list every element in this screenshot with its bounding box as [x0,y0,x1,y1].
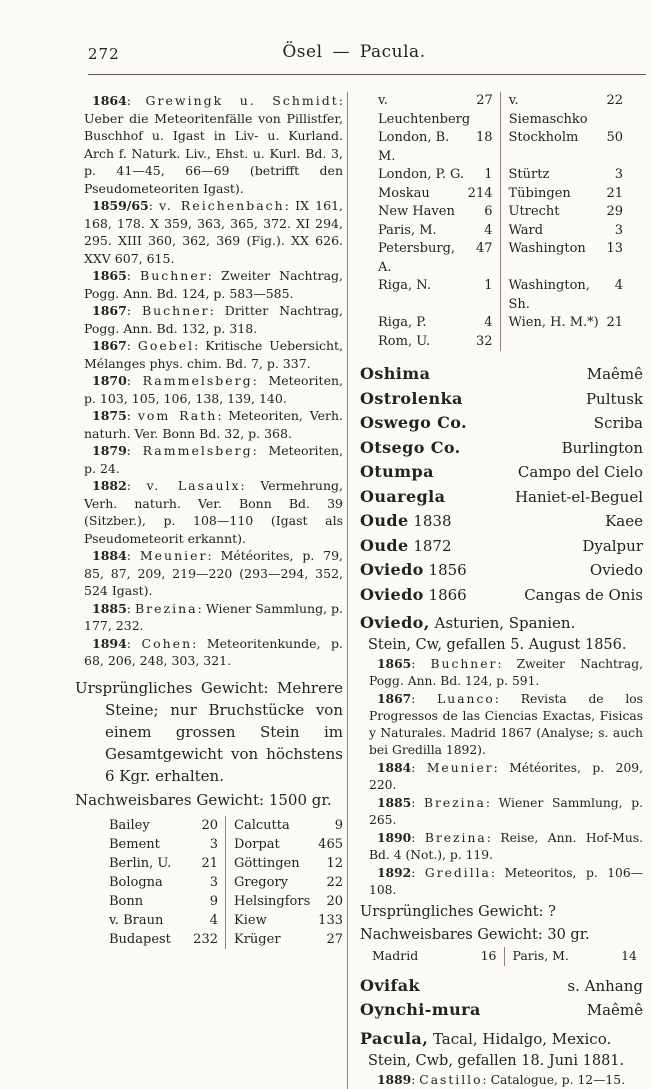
bib-text: Météorites, p. 209, 220. [369,761,643,792]
bib-author: Buchner [430,657,498,671]
specimen-count: 3 [209,874,218,890]
table-half [378,185,501,204]
collection-name: London, B. M. [378,130,450,164]
bibliography-entry: 1879: Rammelsberg: Meteoriten, p. 24. [84,443,343,476]
table-half [109,816,226,835]
crossref-entry [360,998,643,1023]
table-half [378,222,501,241]
crossref-year: 1866 [428,585,467,604]
collection-name: Utrecht [508,204,560,219]
crossref-name: Oude 1838 [360,511,452,530]
collection-name: Riga, N. [378,278,431,293]
crossref-year: 1872 [413,536,452,555]
table-half [501,203,624,222]
collection-name: Bonn [109,893,144,909]
specimen-count: 4 [484,315,493,330]
entry-heading-pacula [360,1027,643,1051]
collection-weight-table-continued [378,92,623,351]
bib-year: 1875 [92,408,127,423]
collection-name: Madrid [372,948,419,963]
weight-value: 1500 gr. [268,790,332,809]
bibliography-entry: 1859/65: v. Reichenbach: IX 161, 168, 178. X 359, 363, 365, 372. XI 294, 295. XIII 360, 362, 369 (Fig.). XX 626. XXV 607, 615. [84,198,343,266]
crossref-entry [360,411,643,436]
bib-year: 1892 [377,865,412,880]
bib-text: Zweiter Nachtrag, Pogg. Ann. Bd. 124, p. 583—585. [84,268,343,301]
specimen-count: 27 [476,93,493,108]
collection-name: Washington [508,241,586,256]
bib-text: Vermehrung, Verh. naturh. Ver. Bonn Bd. 39 (Sitzber.), p. 108—110 (Igast als Pseudometeorit erkannt). [84,478,343,546]
table-half [378,277,501,314]
table-half [109,854,226,873]
crossref-target: Cangas de Onis [524,585,643,604]
bibliography-entry: 1890: Brezina: Reise, Ann. Hof-Mus. Bd. 4 (Not.), p. 119. [369,830,643,862]
bib-year: 1865 [377,656,412,671]
bibliography-list [360,655,643,899]
table-half [226,854,343,873]
weight-label: Nachweisbares Gewicht: [360,927,543,943]
bib-author: Goebel [137,338,195,353]
bib-year: 1867 [92,338,127,353]
table-half [501,92,623,129]
table-row [109,854,343,873]
table-row [378,185,623,204]
specimen-count: 21 [606,315,623,330]
collection-name: Bailey [109,817,150,833]
fall-description: Stein, Cwb, gefallen 18. Juni 1881. [368,1052,625,1069]
collection-name: Riga, P. [378,315,427,330]
bib-text: Revista de los Progressos de las Ciencias Exactas, Fisicas y Naturales. Madrid 1867 (Analyse; s. auch bei Gredilla 1892). [369,692,643,757]
bib-text: Meteoriten, p. 24. [84,443,343,476]
bib-author: Brezina [424,831,487,845]
column-divider-rule [347,92,348,1089]
bib-text: Météorites, p. 79, 85, 87, 209, 219—220 (293—294, 352, 524 Igast). [84,548,343,598]
specimen-count: 50 [606,130,623,145]
table-half [109,930,226,949]
table-half [501,222,624,241]
crossref-entry [360,485,643,510]
entry-heading-oviedo [360,611,643,635]
collection-weight-table-small [372,947,637,966]
bib-year: 1870 [92,373,127,388]
table-half [109,892,226,911]
collection-name: Bement [109,836,160,852]
table-half [378,333,501,352]
collection-name: Tübingen [508,185,571,201]
bib-year: 1867 [92,303,127,318]
bib-year: 1864 [92,93,127,108]
bibliography-list [75,92,343,670]
bib-author: v. Reichenbach [159,198,285,213]
collection-name: Moskau [378,185,430,201]
crossref-entry [360,362,643,387]
bib-year: 1889 [377,1071,412,1087]
entry-name: Oviedo, [360,613,430,632]
specimen-count: 1 [484,167,493,182]
bibliography-entry: 1867: Goebel: Kritische Uebersicht, Mélanges phys. chim. Bd. 7, p. 337. [84,338,343,371]
bib-year: 1859/65 [92,198,149,213]
bibliography-entry: 1884: Meunier: Météorites, p. 79, 85, 87, 209, 219—220 (293—294, 352, 524 Igast). [84,548,343,598]
collection-name: v. Braun [109,912,164,928]
table-row [378,314,623,333]
specimen-count: 6 [484,204,493,219]
crossref-entry [360,509,643,534]
specimen-count: 13 [606,241,623,256]
collection-name: New Haven [378,204,455,219]
specimen-count: 27 [326,931,343,947]
crossref-list [360,974,643,1023]
table-row [109,873,343,892]
crossref-name: Ovifak [360,975,421,995]
weight-text: Mehrere Steine; nur Bruchstücke von einem grossen Stein im Gesamtgewicht von höchstens 6 Kgr. erhalten. [105,678,343,785]
collection-name: Calcutta [234,817,290,833]
original-weight-line [360,902,643,922]
crossref-target: Oviedo [589,561,643,579]
bib-text: Ueber die Meteoritenfälle von Pillistfer, Buschhof u. Igast in Liv- u. Kurland. Arch f. Naturk. Liv., Ehst. u. Kurl. Bd. 3, p. 41—45, 66—69 (betrifft den Pseudometeoriten Igast). [84,110,343,196]
bib-text: IX 161, 168, 178. X 359, 363, 365, 372. XI 294, 295. XIII 360, 362, 369 (Fig.). XX 626. XXV 607, 615. [84,198,343,266]
crossref-target: Haniet-el-Beguel [514,487,643,506]
bib-text: Meteoritenkunde, p. 68, 206, 248, 303, 321. [84,635,343,668]
specimen-count: 214 [467,185,493,201]
crossref-target: Maêmê [586,1001,643,1019]
verified-weight-line [360,925,643,945]
bib-text: Meteoritos, p. 106—108. [369,866,644,897]
bib-year: 1894 [92,635,127,651]
specimen-count: 22 [326,874,343,890]
specimen-count: 232 [193,931,218,947]
collection-name: Helsingfors [234,893,311,909]
bib-year: 1882 [92,478,127,493]
bibliography-entry: 1867: Buchner: Dritter Nachtrag, Pogg. Ann. Bd. 132, p. 318. [84,303,343,336]
specimen-count: 4 [614,278,623,293]
specimen-count: 3 [209,836,218,852]
entry-location: Tacal, Hidalgo, Mexico. [432,1029,612,1048]
collection-name: Paris, M. [378,222,437,238]
specimen-count: 32 [475,333,493,349]
table-row [109,911,343,930]
table-half [501,129,624,166]
specimen-count: 4 [484,222,493,238]
table-half [378,240,501,277]
weight-value: ? [548,904,556,920]
bib-text: Meteoriten, Verh. naturh. Ver. Bonn Bd. 32, p. 368. [84,408,343,441]
table-row [378,333,623,352]
page-header [70,42,638,66]
bib-year: 1865 [92,268,127,283]
bib-text: Wiener Sammlung, p. 265. [369,796,643,827]
table-half [226,930,343,949]
crossref-year: 1838 [413,512,452,530]
right-column [360,92,643,1089]
specimen-count: 9 [334,817,343,833]
collection-name: Göttingen [234,855,300,871]
specimen-count: 12 [326,855,343,871]
specimen-count: 465 [318,836,343,852]
collection-name: Dorpat [234,836,280,852]
collection-name: London, P. G. [378,167,465,182]
specimen-count: 3 [614,222,623,238]
specimen-count: 29 [606,204,623,219]
bib-text: Kritische Uebersicht, Mélanges phys. chim. Bd. 7, p. 337. [84,338,343,371]
table-half [226,911,343,930]
bibliography-entry: 1889: Castillo: Catalogue, p. 12—15. [377,1071,625,1087]
bib-text: Catalogue, p. 12—15. [490,1072,625,1087]
bib-year: 1890 [377,830,412,845]
crossref-name: Oynchi-mura [360,1000,481,1019]
crossref-year: 1856 [428,561,467,579]
bibliography-entry: 1864: Grewingk u. Schmidt: Ueber die Meteoritenfälle von Pillistfer, Buschhof u. Igast in Liv- u. Kurland. Arch f. Naturk. Liv., Ehst. u. Kurl. Bd. 3, p. 41—45, 66—69 (betrifft den Pseudometeoriten Igast). [84,93,343,196]
bibliography-entry: 1882: v. Lasaulx: Vermehrung, Verh. naturh. Ver. Bonn Bd. 39 (Sitzber.), p. 108—110 (Igast als Pseudometeorit erkannt). [84,478,343,546]
bib-author: Rammelsberg [142,373,253,388]
bibliography-entry: 1885: Brezina: Wiener Sammlung, p. 177, 232. [84,600,343,633]
bib-author: Meunier [139,548,208,563]
bib-author: Buchner [141,303,210,318]
crossref-name: Oswego Co. [360,413,468,432]
bib-author: Brezina [134,600,198,616]
collection-name: Rom, U. [378,333,431,349]
bib-author: Rammelsberg [142,443,253,458]
bibliography-entry: 1870: Rammelsberg: Meteoriten, p. 103, 105, 106, 138, 139, 140. [84,373,343,406]
specimen-count: 18 [475,130,493,145]
crossref-name: Oshima [360,364,431,383]
table-row [372,947,637,966]
collection-name: Kiew [234,912,267,928]
table-row [378,166,623,185]
text-columns [75,92,643,1089]
bib-year: 1884 [92,548,127,563]
crossref-entry [360,436,643,461]
bib-author: Cohen [141,635,193,651]
left-column [75,92,343,1089]
verified-weight-line [75,789,343,811]
weight-label: Ursprüngliches Gewicht: [75,678,269,697]
table-half [378,166,501,185]
collection-name: Wien, H. M.*) [508,315,599,330]
bib-author: Gredilla [424,866,491,880]
collection-name: Washington, Sh. [508,278,590,312]
crossref-target: Dyalpur [582,536,643,555]
table-half [378,203,501,222]
bibliography-entry: 1885: Brezina: Wiener Sammlung, p. 265. [369,795,643,827]
crossref-entry [360,558,643,583]
table-half [226,835,343,854]
crossref-name: Otumpa [360,462,434,481]
bib-author: v. Lasaulx [146,478,241,493]
crossref-list [360,362,643,607]
bib-year: 1879 [92,443,127,458]
bib-text: Wiener Sammlung, p. 177, 232. [84,600,343,633]
table-row [378,277,623,314]
bib-year: 1885 [377,795,412,810]
specimen-count: 16 [480,948,497,963]
table-half [109,911,226,930]
bib-author: Luanco [437,692,495,706]
weight-label: Ursprüngliches Gewicht: [360,904,544,920]
table-half [226,892,343,911]
table-half [372,947,505,966]
crossref-name: Otsego Co. [360,437,461,457]
collection-name: Stürtz [508,167,550,182]
table-row [378,129,623,166]
running-header: Ösel — Pacula. [282,42,426,62]
crossref-name: Oude 1872 [360,535,452,555]
table-half [505,947,638,966]
bib-author: Grewingk u. Schmidt [145,93,339,108]
crossref-target: Pultusk [585,389,643,408]
bib-text: Zweiter Nachtrag, Pogg. Ann. Bd. 124, p. 591. [369,657,643,688]
collection-name: Budapest [109,931,171,947]
bib-text: Dritter Nachtrag, Pogg. Ann. Bd. 132, p. 318. [84,303,343,336]
fall-description: Stein, Cw, gefallen 5. August 1856. [368,637,627,653]
bibliography-entry: 1867: Luanco: Revista de los Progressos de las Ciencias Exactas, Fisicas y Naturales. Madrid 1867 (Analyse; s. auch bei Gredilla 1892). [369,691,643,757]
table-half [501,185,624,204]
bibliography-entry: 1875: vom Rath: Meteoriten, Verh. naturh. Ver. Bonn Bd. 32, p. 368. [84,408,343,441]
collection-name: Gregory [234,874,288,890]
table-row [378,240,623,277]
collection-name: Paris, M. [512,948,569,963]
table-row [109,816,343,835]
specimen-count: 3 [614,167,623,182]
table-half [109,835,226,854]
bib-author: Meunier [426,761,494,775]
specimen-count: 4 [209,912,218,928]
specimen-count: 21 [606,185,623,201]
crossref-entry [360,387,643,412]
weight-value: 30 gr. [547,927,590,943]
crossref-name: Ostrolenka [360,388,463,408]
specimen-count: 21 [201,855,218,871]
specimen-count: 133 [318,912,343,928]
table-half [501,333,624,352]
table-row [109,835,343,854]
bib-author: Buchner [140,268,208,283]
table-half [378,314,501,333]
table-half [378,92,501,129]
bibliography-entry: 1865: Buchner: Zweiter Nachtrag, Pogg. Ann. Bd. 124, p. 583—585. [84,268,343,301]
collection-name: Krüger [234,931,281,947]
collection-name: v. Siemaschko [508,93,588,127]
bibliography-entry: 1894: Cohen: Meteoritenkunde, p. 68, 206, 248, 303, 321. [84,635,343,668]
collection-name: v. Leuchtenberg [378,93,471,127]
crossref-target: Campo del Cielo [517,463,643,481]
specimen-count: 20 [326,893,343,909]
table-half [501,240,624,277]
specimen-count: 9 [209,893,218,909]
bib-year: 1885 [92,600,127,616]
collection-name: Berlin, U. [109,855,172,871]
bib-text: Meteoriten, p. 103, 105, 106, 138, 139, 140. [84,373,343,406]
bibliography-entry: 1884: Meunier: Météorites, p. 209, 220. [369,760,643,792]
crossref-name: Ouaregla [360,486,446,506]
crossref-entry [360,460,643,485]
table-row [378,222,623,241]
table-row [378,203,623,222]
table-row [109,930,343,949]
collection-weight-table [109,816,343,949]
crossref-target: Maêmê [586,365,643,383]
crossref-entry [360,974,643,999]
bibliography-entry: 1892: Gredilla: Meteoritos, p. 106—108. [369,865,644,897]
crossref-name: Oviedo 1856 [360,560,467,579]
table-half [109,873,226,892]
crossref-entry [360,583,643,608]
page-number: 272 [88,45,120,63]
table-row [378,92,623,129]
table-row [109,892,343,911]
entry-location: Asturien, Spanien. [434,614,576,632]
specimen-count: 47 [475,241,493,256]
bib-author: Brezina [424,796,486,810]
crossref-entry [360,534,643,559]
bibliography-entry: 1865: Buchner: Zweiter Nachtrag, Pogg. Ann. Bd. 124, p. 591. [369,656,643,688]
crossref-target: Kaee [605,512,643,530]
bib-year: 1867 [377,691,412,706]
specimen-count: 22 [606,93,623,108]
collection-name: Ward [508,222,544,238]
specimen-count: 14 [621,948,637,963]
table-half [378,129,501,166]
header-rule [88,74,646,75]
table-half [226,873,343,892]
table-half [226,816,343,835]
table-half [501,314,624,333]
collection-name: Stockholm [508,130,579,145]
weight-label: Nachweisbares Gewicht: [75,790,265,809]
entry-name: Pacula, [360,1028,429,1048]
table-half [501,166,624,185]
collection-name: Petersburg, A. [378,241,456,275]
crossref-target: Burlington [561,438,643,457]
crossref-name: Oviedo 1866 [360,584,467,604]
bib-year: 1884 [377,760,412,775]
specimen-count: 1 [484,278,493,293]
bibliography-list [360,1071,643,1089]
specimen-count: 20 [201,817,218,833]
bib-text: Reise, Ann. Hof-Mus. Bd. 4 (Not.), p. 119. [369,831,643,862]
collection-name: Bologna [109,874,163,890]
table-half [501,277,624,314]
bib-author: vom Rath [137,408,218,423]
crossref-target: s. Anhang [567,976,643,995]
original-weight-paragraph [75,677,343,787]
crossref-target: Scriba [593,414,643,432]
bib-author: Castillo [419,1072,483,1087]
